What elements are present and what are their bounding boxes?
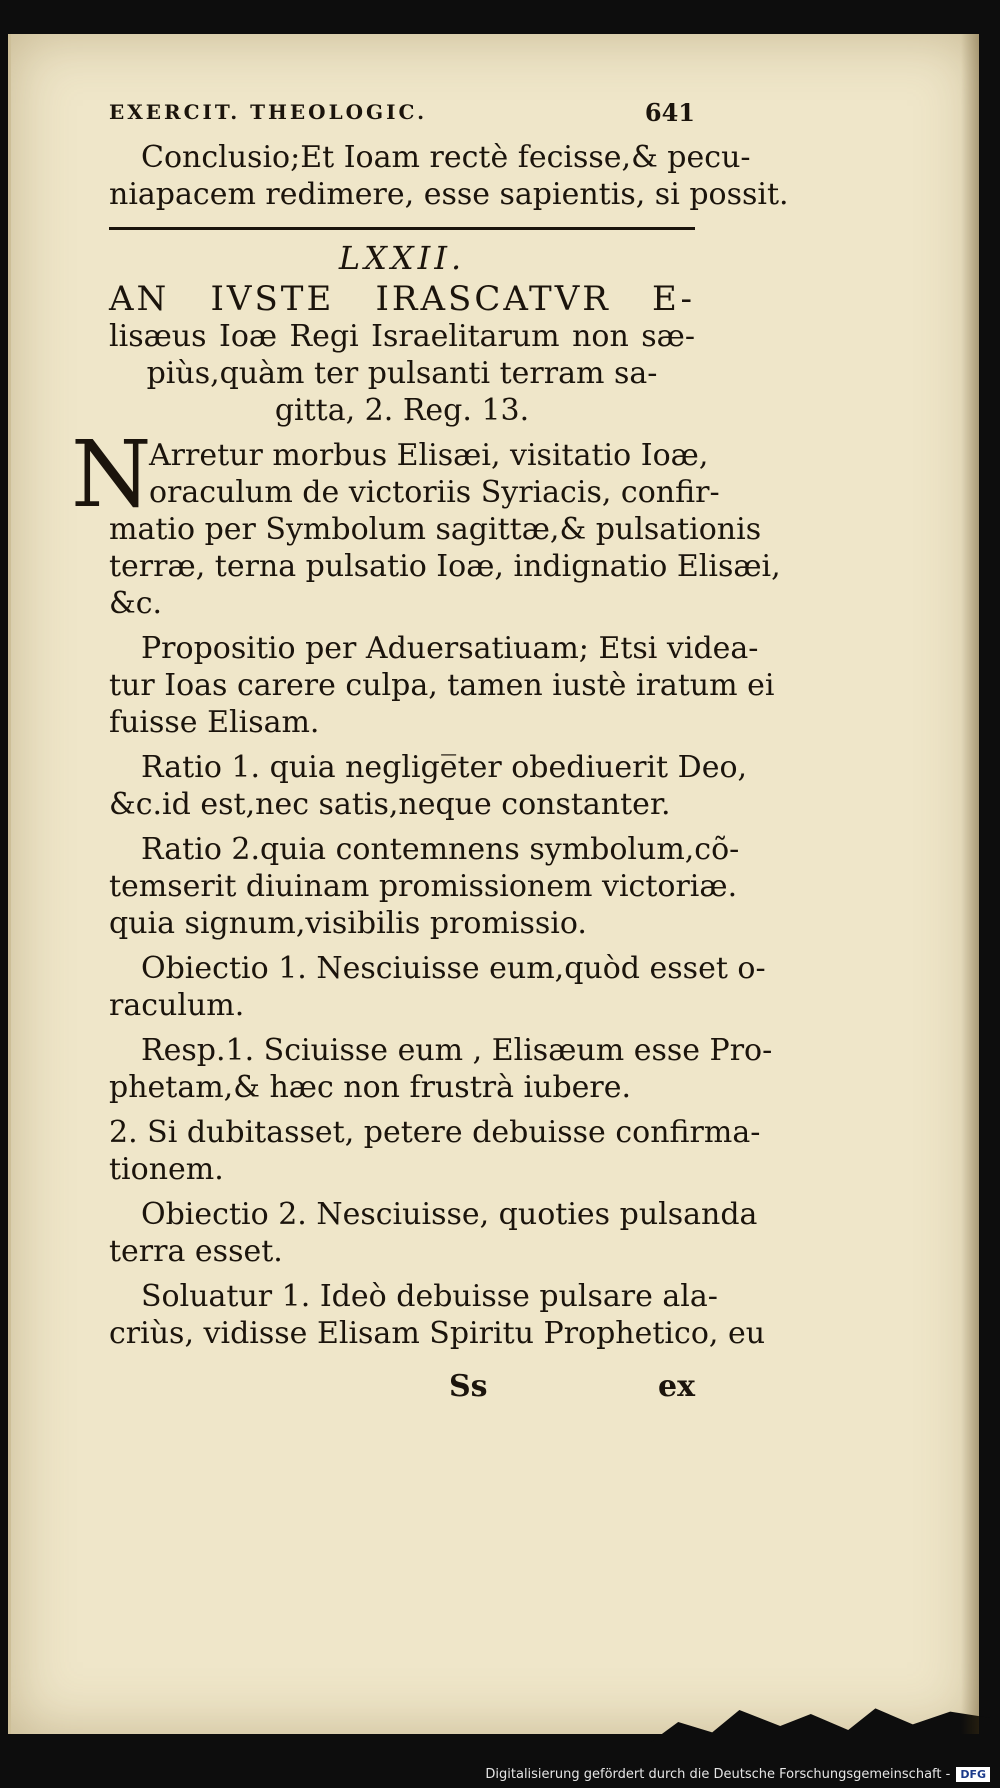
running-head [109, 94, 695, 131]
text-line: Obiectio 2. Nesciuisse, quoties pulsanda [141, 1197, 758, 1232]
text-line: tionem. [109, 1152, 224, 1187]
dfg-logo: DFG [956, 1767, 990, 1782]
running-head-title: EXERCIT. THEOLOGIC. [109, 100, 428, 124]
section-rule [109, 227, 695, 230]
text-line: raculum. [109, 988, 245, 1023]
page-text [71, 94, 789, 1405]
book-page [8, 34, 979, 1734]
text-line: criùs, vidisse Elisam Spiritu Prophetico, eu [109, 1316, 766, 1351]
page-footer [109, 1368, 695, 1405]
text-line: 2. Si dubitasset, petere debuisse confirma- [109, 1115, 761, 1150]
text-line: quia signum,visibilis promissio. [109, 906, 587, 941]
text-line: Resp.1. Sciuisse eum , Elisæum esse Pro- [141, 1033, 773, 1068]
text-line: phetam,& hæc non frustrà iubere. [109, 1070, 632, 1105]
text-line: Conclusio;Et Ioam rectè fecisse,& pecu- [141, 140, 751, 175]
title-caps-line: AN IVSTE IRASCATVR E- [109, 279, 695, 319]
propositio-paragraph [109, 630, 775, 741]
chapter-number: LXXII. [338, 239, 466, 277]
text-line: Propositio per Aduersatiuam; Etsi videa- [141, 631, 759, 666]
obiectio-1-paragraph [109, 950, 766, 1024]
responsio-1-paragraph [109, 1032, 773, 1106]
responsio-2-paragraph [109, 1114, 761, 1188]
drop-cap: N [71, 421, 152, 528]
question-title [109, 281, 695, 429]
title-line: gitta, 2. Reg. 13. [274, 393, 530, 428]
credit-text: Digitalisierung gefördert durch die Deutsche Forschungsgemeinschaft - [485, 1767, 951, 1782]
text-line: Ratio 1. quia neglige̅ter obediuerit Deo, [141, 750, 748, 785]
text-line: niapacem redimere, esse sapientis, si possit. [109, 177, 789, 212]
torn-corner [651, 1694, 991, 1774]
text-line: terra esset. [109, 1234, 283, 1269]
solutio-paragraph [109, 1278, 766, 1352]
title-line: piùs,quàm ter pulsanti terram sa- [146, 356, 658, 391]
text-line: Arretur morbus Elisæi, visitatio Ioæ, [149, 438, 709, 473]
ratio-2-paragraph [109, 831, 740, 942]
text-line: &c. [109, 586, 163, 621]
text-line: Ratio 2.quia contemnens symbolum,cõ- [141, 832, 740, 867]
digitization-credit [485, 1767, 990, 1782]
text-line: fuisse Elisam. [109, 705, 320, 740]
obiectio-2-paragraph [109, 1196, 758, 1270]
narration-paragraph [71, 421, 781, 622]
text-line: &c.id est,nec satis,neque constanter. [109, 787, 671, 822]
catchword: ex [658, 1369, 695, 1404]
title-line: lisæus Ioæ Regi Israelitarum non sæ- [109, 319, 695, 354]
folio-number: 641 [644, 98, 695, 127]
text-line: Obiectio 1. Nesciuisse eum,quòd esset o- [141, 951, 766, 986]
ratio-1-paragraph [109, 749, 748, 823]
text-line: tur Ioas carere culpa, tamen iustè iratum ei [109, 668, 775, 703]
text-line: Soluatur 1. Ideò debuisse pulsare ala- [141, 1279, 718, 1314]
signature-mark: Ss [449, 1369, 488, 1404]
text-line: oraculum de victoriis Syriacis, confir- [149, 475, 720, 510]
text-line: matio per Symbolum sagittæ,& pulsationis [109, 512, 762, 547]
opening-conclusion [109, 139, 789, 213]
text-line: terræ, terna pulsatio Ioæ, indignatio Elisæi, [109, 549, 781, 584]
text-line: temserit diuinam promissionem victoriæ. [109, 869, 738, 904]
